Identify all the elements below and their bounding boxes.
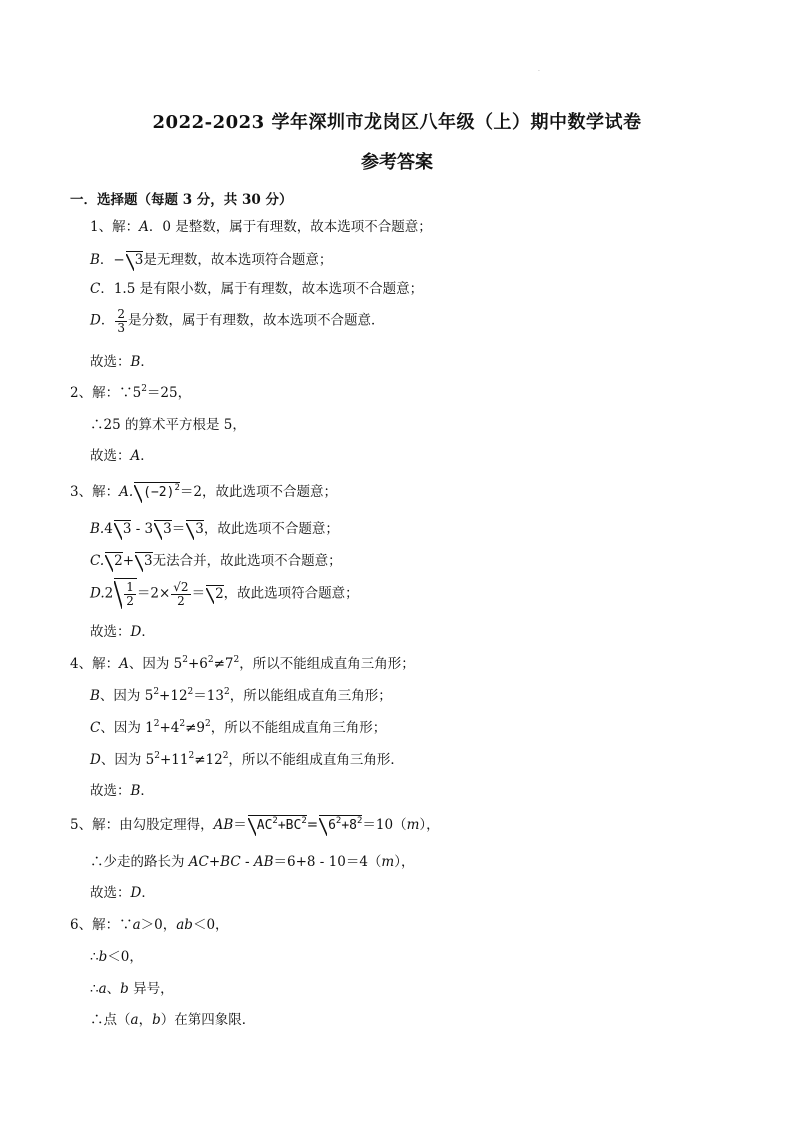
q4-choice: 故选：B． <box>90 783 154 799</box>
q6-line-2: ∴b＜0， <box>90 949 143 965</box>
q4-option-d: D、因为 $5^2+11^2\ne 12^2$，所以不能组成直角三角形． <box>90 751 404 768</box>
radical: $AC^2+BC^2$ <box>248 815 307 834</box>
q4-option-b: B、因为 $5^2+12^2=13^2$，所以能组成直角三角形； <box>90 687 392 704</box>
page-subtitle: 参考答案 <box>361 152 433 173</box>
fraction: $\frac{2}{3}$ <box>117 307 125 335</box>
q4-option-a: 4、解：A、因为 $5^2+6^2\ne 7^2$，所以不能组成直角三角形； <box>70 655 415 672</box>
q5-line-1: 5、解：由勾股定理得，$AB= AC^2+BC^2= 6^2+8^2=10(m)$， <box>70 816 440 833</box>
radical: $(-2)^2$ <box>134 482 180 501</box>
scan-mark: · <box>538 68 540 75</box>
q6-line-4: ∴点（a，b）在第四象限． <box>90 1012 256 1028</box>
q1-option-b: B．− 3是无理数，故本选项符合题意； <box>90 252 333 268</box>
q3-option-a: 3、解：A. $(-2)^2=2$，故此选项不合题意； <box>70 483 337 500</box>
radical: 3 <box>126 251 144 269</box>
q1-option-d: D． $\frac{2}{3}$ 是分数，属于有理数，故本选项不合题意． <box>90 307 385 335</box>
page-title: 2022-2023 学年深圳市龙岗区八年级（上）期中数学试卷 <box>152 112 642 133</box>
section-heading: 一．选择题（每题 3 分，共 30 分） <box>70 192 293 208</box>
q3-option-d: D.2 $\frac{1}{2}$ ＝2× $\frac{√2}{2}$ ＝ 2，故此选项符合题意； <box>90 580 359 608</box>
q3-choice: 故选：D． <box>90 624 155 640</box>
q1-choice: 故选：B． <box>90 354 154 370</box>
radical: $6^2+8^2$ <box>319 815 362 834</box>
q2-choice: 故选：A． <box>90 448 154 464</box>
q1-option-a: 1、解：A．0 是整数，属于有理数，故本选项不合题意； <box>90 219 432 235</box>
q1-option-c: C．1.5 是有限小数，属于有理数，故本选项不合题意； <box>90 281 424 297</box>
q2-line-1: 2、解：$\because 5^2=25$， <box>70 384 192 401</box>
q2-line-2: ∴25 的算术平方根是 5， <box>90 417 246 433</box>
q5-line-2: ∴少走的路长为 AC+BC - AB＝6+8 - 10＝4（m）， <box>90 854 415 870</box>
q5-choice: 故选：D． <box>90 885 155 901</box>
q4-option-c: C、因为 $1^2+4^2\ne 9^2$，所以不能组成直角三角形； <box>90 719 387 736</box>
q3-option-b: B.4 3 - 3 3＝ 3，故此选项不合题意； <box>90 521 339 537</box>
q6-line-1: 6、解：∵a＞0，ab＜0， <box>70 917 229 933</box>
q6-line-3: ∴a、b 异号， <box>90 981 174 997</box>
radical: $\frac{1}{2}$ <box>114 578 137 607</box>
q3-option-c: C. 2+ 3无法合并，故此选项不合题意； <box>90 553 342 569</box>
